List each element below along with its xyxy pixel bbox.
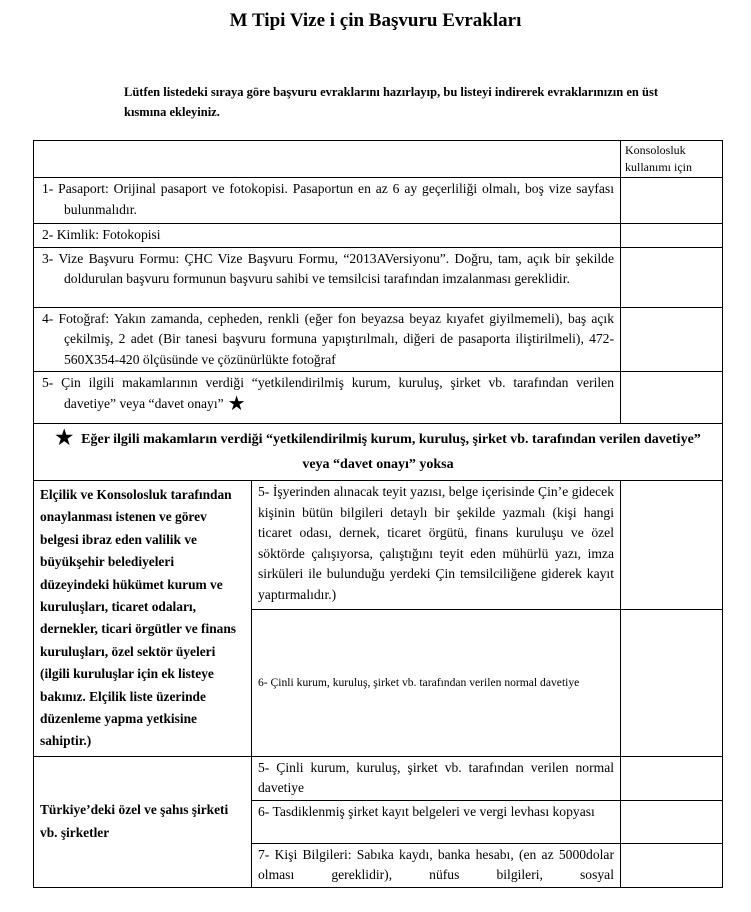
table-header-row <box>34 141 723 178</box>
item-photo-text: 4- Fotoğraf: Yakın zamanda, cepheden, renkli (eğer fon beyazsa beyaz kıyafet giyilmemeli), baş açık çekilmiş, 2 adet (Bir tanesi başvuru formuna yapıştırılmalı, diğeri de pasaporta iliştirilmeli), 472-560X354-420 ölçüsünde ve çözünürlükte fotoğraf <box>42 310 614 367</box>
table-row <box>34 372 723 424</box>
consulate-use-header: Konsolosluk kullanımı için <box>621 141 723 178</box>
consulate-check-cell <box>621 481 723 610</box>
header-blank-cell <box>34 141 621 178</box>
intro-text: Lütfen listedeki sıraya göre başvuru evraklarını hazırlayıp, bu listeyi indirerek evraklarınızın en üst kısmına ekleyiniz. <box>124 85 658 119</box>
table-row <box>34 224 723 248</box>
star-icon: ★ <box>227 392 246 415</box>
group1-item-invitation: 6- Çinli kurum, kuruluş, şirket vb. tarafından verilen normal davetiye <box>252 609 621 756</box>
group1-item-confirmation: 5- İşyerinden alınacak teyit yazısı, belge içerisinde Çin’e gidecek kişinin bütün bilgileri detaylı bir şekilde yazmalı (kişi hangi ticaret odası, dernek, ticaret örgütü, finans kuruluşu ve özel söktörde çalışıyorsa, çalıştığını teyit eden mühürlü yazı, imza sirküleri ile bulunduğu yerdeki Çin temsilciliğene giderek kayıt yaptırmalıdır.) <box>252 481 621 610</box>
item-visa-form <box>34 247 621 307</box>
group2-label: Türkiye’deki özel ve şahıs şirketi vb. şirketler <box>34 756 252 887</box>
item-passport <box>34 178 621 224</box>
item-passport-text: 1- Pasaport: Orijinal pasaport ve fotokopisi. Pasaportun en az 6 ay geçerliliği olmalı, boş vize sayfası bulunmalıdır. <box>42 181 614 217</box>
notice-row <box>34 424 723 481</box>
item-id <box>34 224 621 248</box>
group2-item-registry: 6- Tasdiklenmiş şirket kayıt belgeleri ve vergi levhası kopyası <box>252 800 621 843</box>
table-row <box>34 178 723 224</box>
group2-row <box>34 756 723 800</box>
group1-row <box>34 481 723 610</box>
item-invitation <box>34 372 621 424</box>
star-icon: ★ <box>55 427 74 449</box>
item-visa-form-text: 3- Vize Başvuru Formu: ÇHC Vize Başvuru Formu, “2013AVersiyonu”. Doğru, tam, açık bir şekilde doldurulan başvuru formunun başvuru sahibi ve temsilcisi tarafından imzalanması gereklidir. <box>42 250 614 286</box>
group1-label: Elçilik ve Konsolosluk tarafından onaylanması istenen ve görev belgesi ibraz eden valilik ve büyükşehir belediyeleri düzeyindeki hükümet kurum ve kuruluşları, ticaret odaları, dernekler, ticari örgütler ve finans kuruluşları, özel sektör üyeleri (ilgili kuruluşlar için ek listeye bakınız. Elçilik liste üzerinde düzenleme yapma yetkisine sahiptir.) <box>34 481 252 757</box>
group2-item-personal-info: 7- Kişi Bilgileri: Sabıka kaydı, banka hesabı, (en az 5000dolar olması gereklidir), nüfus bilgileri, sosyal <box>252 843 621 887</box>
consulate-check-cell <box>621 178 723 224</box>
requirements-table <box>33 140 723 888</box>
item-photo <box>34 307 621 372</box>
consulate-check-cell <box>621 609 723 756</box>
table-row <box>34 307 723 372</box>
consulate-check-cell <box>621 756 723 800</box>
consulate-check-cell <box>621 307 723 372</box>
consulate-check-cell <box>621 247 723 307</box>
consulate-check-cell <box>621 372 723 424</box>
consulate-check-cell <box>621 800 723 843</box>
notice-cell <box>34 424 723 481</box>
item-id-text: 2- Kimlik: Fotokopisi <box>42 227 161 242</box>
table-row <box>34 247 723 307</box>
group2-item-invitation: 5- Çinli kurum, kuruluş, şirket vb. tarafından verilen normal davetiye <box>252 756 621 800</box>
consulate-check-cell <box>621 224 723 248</box>
item-invitation-text: 5- Çin ilgili makamlarının verdiği “yetkilendirilmiş kurum, kuruluş, şirket vb. tarafından verilen davetiye” veya “davet onayı” <box>42 375 614 411</box>
consulate-check-cell <box>621 843 723 887</box>
notice-text: Eğer ilgili makamların verdiği “yetkilendirilmiş kurum, kuruluş, şirket vb. tarafından verilen davetiye” veya “davet onayı” yoksa <box>81 432 701 472</box>
page-title: M Tipi Vize i çin Başvuru Evrakları <box>229 10 522 31</box>
